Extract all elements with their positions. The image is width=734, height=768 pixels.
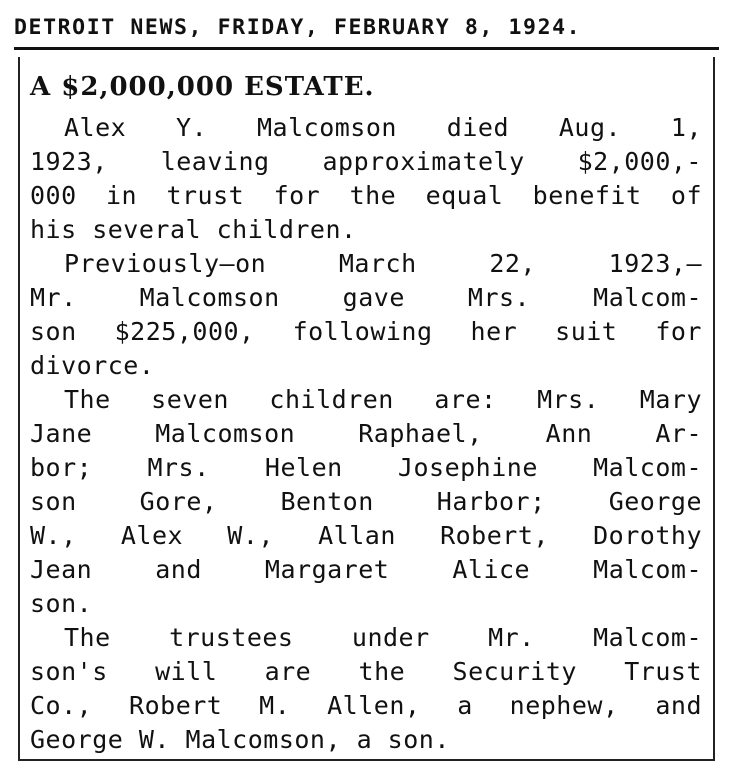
article-line: Co., Robert M. Allen, a nephew, and [30, 691, 702, 720]
article-line: The trustees under Mr. Malcom- [64, 623, 702, 652]
article-line: son $225,000, following her suit for [30, 317, 702, 346]
article-line: divorce. [30, 351, 155, 380]
article-line: 1923, leaving approximately $2,000,- [30, 147, 702, 176]
masthead [14, 8, 719, 48]
article-line: Previously—on March 22, 1923,— [64, 249, 702, 278]
article-line: The seven children are: Mrs. Mary [64, 385, 702, 414]
article-clipping [18, 57, 715, 761]
masthead-text: DETROIT NEWS, FRIDAY, FEBRUARY 8, 1924. [14, 15, 582, 40]
article-line: his several children. [30, 215, 357, 244]
article-line: Jane Malcomson Raphael, Ann Ar- [30, 419, 702, 448]
article-line: Jean and Margaret Alice Malcom- [30, 555, 702, 584]
article-line: George W. Malcomson, a son. [30, 725, 450, 754]
article-line: 000 in trust for the equal benefit of [30, 181, 702, 210]
article-line: son Gore, Benton Harbor; George [30, 487, 702, 516]
article-headline: A $2,000,000 ESTATE. [30, 72, 375, 102]
article-line: W., Alex W., Allan Robert, Dorothy [30, 521, 702, 550]
article-line: son's will are the Security Trust [30, 657, 702, 686]
article-line: son. [30, 589, 93, 618]
article-line: bor; Mrs. Helen Josephine Malcom- [30, 453, 702, 482]
masthead-rule [14, 47, 719, 50]
article-line: Alex Y. Malcomson died Aug. 1, [64, 113, 702, 142]
article-line: Mr. Malcomson gave Mrs. Malcom- [30, 283, 702, 312]
